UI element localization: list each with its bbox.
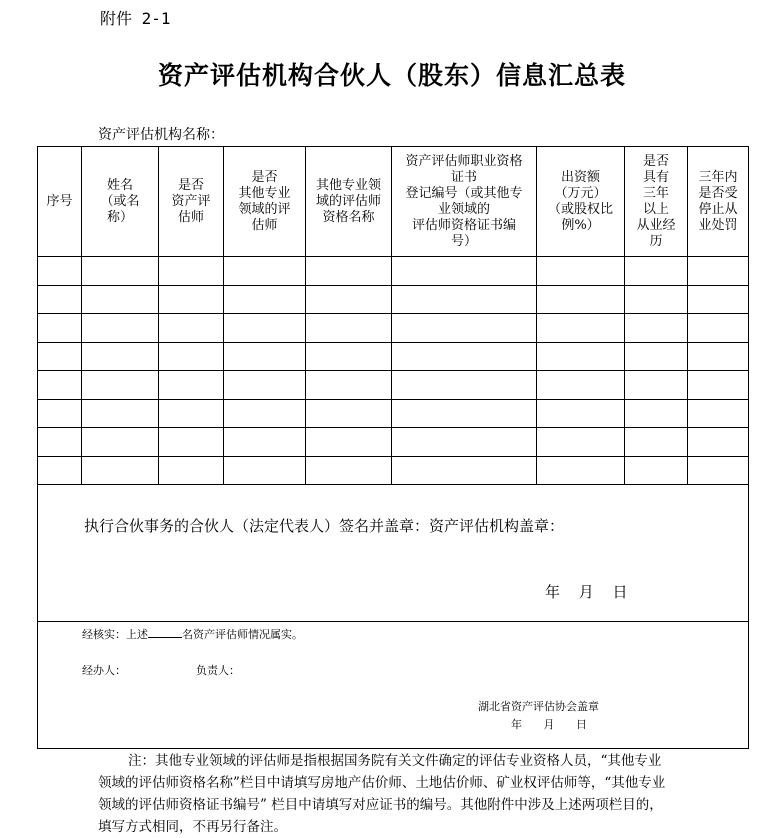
- table-cell[interactable]: [688, 371, 749, 400]
- column-header-line: 资产评估师职业资格: [405, 153, 523, 169]
- table-cell[interactable]: [306, 314, 392, 343]
- org-name-label: 资产评估机构名称：: [98, 127, 224, 143]
- column-header-line: 其他专业领: [315, 177, 381, 193]
- footnote-line: 填写方式相同，不再另行备注。: [98, 819, 287, 835]
- table-cell[interactable]: [224, 285, 306, 314]
- table-row: [38, 342, 749, 371]
- table-row: [38, 314, 749, 343]
- column-header: [688, 147, 749, 257]
- table-cell[interactable]: [224, 371, 306, 400]
- table-cell[interactable]: [392, 428, 537, 457]
- table-row: [38, 371, 749, 400]
- table-cell[interactable]: [688, 428, 749, 457]
- partner-info-table: [37, 146, 749, 485]
- column-header-line: 是否: [642, 153, 669, 169]
- column-header-line: 资格名称: [322, 209, 375, 225]
- table-cell[interactable]: [82, 257, 159, 286]
- column-header-line: 其他专业: [238, 185, 291, 201]
- table-cell[interactable]: [688, 456, 749, 485]
- column-header-line: 停止从: [698, 201, 738, 217]
- table-cell[interactable]: [537, 399, 625, 428]
- table-cell[interactable]: [224, 314, 306, 343]
- table-cell[interactable]: [625, 399, 688, 428]
- table-cell[interactable]: [82, 342, 159, 371]
- table-cell[interactable]: [38, 371, 82, 400]
- table-cell[interactable]: [625, 285, 688, 314]
- table-cell[interactable]: [159, 371, 224, 400]
- table-cell[interactable]: [159, 342, 224, 371]
- table-cell[interactable]: [625, 456, 688, 485]
- table-cell[interactable]: [688, 257, 749, 286]
- association-seal-label: 湖北省资产评估协会盖章: [478, 700, 599, 713]
- column-header-line: 业处罚: [698, 217, 738, 233]
- column-header-line: 称）: [106, 209, 133, 225]
- table-cell[interactable]: [38, 285, 82, 314]
- column-header-line: 历: [649, 233, 663, 249]
- table-cell[interactable]: [537, 257, 625, 286]
- table-cell[interactable]: [306, 399, 392, 428]
- table-cell[interactable]: [82, 285, 159, 314]
- table-cell[interactable]: [625, 314, 688, 343]
- column-header-line: 登记编号（或其他专: [405, 185, 523, 201]
- table-cell[interactable]: [537, 428, 625, 457]
- table-cell[interactable]: [625, 257, 688, 286]
- column-header-line: 具有: [642, 169, 669, 185]
- column-header: [38, 147, 82, 257]
- table-cell[interactable]: [392, 456, 537, 485]
- table-cell[interactable]: [392, 285, 537, 314]
- table-cell[interactable]: [306, 285, 392, 314]
- signature-section: [37, 485, 749, 622]
- column-header: [537, 147, 625, 257]
- table-cell[interactable]: [224, 456, 306, 485]
- table-cell[interactable]: [688, 314, 749, 343]
- responsible-label: 负责人：: [196, 664, 240, 677]
- table-row: [38, 428, 749, 457]
- table-row: [38, 399, 749, 428]
- verification-suffix: 名资产评估师情况属实。: [182, 628, 303, 641]
- column-header-line: 证书: [450, 169, 477, 185]
- table-cell[interactable]: [537, 314, 625, 343]
- table-cell[interactable]: [688, 285, 749, 314]
- column-header-line: 是否: [251, 169, 278, 185]
- column-header: [82, 147, 159, 257]
- column-header: [159, 147, 224, 257]
- verification-section: [37, 621, 749, 749]
- table-row: [38, 456, 749, 485]
- column-header-line: 例%）: [561, 217, 600, 233]
- table-cell[interactable]: [159, 456, 224, 485]
- column-header-line: （万元）: [554, 185, 607, 201]
- column-header-line: 估师: [177, 209, 204, 225]
- table-row: [38, 285, 749, 314]
- column-header: [224, 147, 306, 257]
- column-header-line: （或股权比: [547, 201, 613, 217]
- table-cell[interactable]: [392, 399, 537, 428]
- column-header-line: 是否受: [698, 185, 738, 201]
- table-cell[interactable]: [38, 257, 82, 286]
- column-header-line: 出资额: [560, 169, 600, 185]
- table-cell[interactable]: [159, 314, 224, 343]
- footnote-line: 领域的评估师资格证书编号” 栏目中请填写对应证书的编号。其他附件中涉及上述两项栏目的，: [98, 797, 663, 813]
- table-cell[interactable]: [38, 342, 82, 371]
- column-header-line: 三年内: [698, 169, 738, 185]
- column-header-line: 业领域的: [437, 201, 490, 217]
- table-cell[interactable]: [306, 342, 392, 371]
- signature-instruction: 执行合伙事务的合伙人（法定代表人）签名并盖章：资产评估机构盖章：: [84, 517, 565, 535]
- table-cell[interactable]: [306, 428, 392, 457]
- verification-prefix: 经核实：上述: [82, 628, 148, 641]
- column-header-line: 是否: [177, 177, 204, 193]
- table-cell[interactable]: [625, 371, 688, 400]
- table-cell[interactable]: [392, 314, 537, 343]
- column-header: [306, 147, 392, 257]
- column-header-line: 以上: [642, 201, 669, 217]
- table-cell[interactable]: [38, 314, 82, 343]
- table-cell[interactable]: [82, 456, 159, 485]
- handler-label: 经办人：: [82, 664, 126, 677]
- column-header-line: 三年: [642, 185, 669, 201]
- table-cell[interactable]: [625, 342, 688, 371]
- table-cell[interactable]: [82, 314, 159, 343]
- table-cell[interactable]: [537, 342, 625, 371]
- column-header: [392, 147, 537, 257]
- table-cell[interactable]: [38, 428, 82, 457]
- table-cell[interactable]: [224, 399, 306, 428]
- table-cell[interactable]: [159, 399, 224, 428]
- table-cell[interactable]: [537, 371, 625, 400]
- table-cell[interactable]: [392, 371, 537, 400]
- table-cell[interactable]: [224, 257, 306, 286]
- table-cell[interactable]: [224, 428, 306, 457]
- table-header-row: [38, 147, 749, 257]
- table-cell[interactable]: [159, 285, 224, 314]
- column-header-line: 从业经: [636, 217, 676, 233]
- verification-statement: [82, 626, 303, 642]
- column-header-line: （或名: [100, 193, 140, 209]
- table-cell[interactable]: [38, 456, 82, 485]
- table-cell[interactable]: [625, 428, 688, 457]
- table-cell[interactable]: [306, 257, 392, 286]
- column-header-line: 序号: [46, 193, 73, 209]
- table-cell[interactable]: [82, 399, 159, 428]
- signature-date: 年 月 日: [545, 583, 630, 601]
- footnote-line: 领域的评估师资格名称”栏目中请填写房地产估价师、土地估价师、矿业权评估师等，“其他专业: [98, 775, 666, 791]
- table-body: [38, 257, 749, 485]
- attachment-label: 附件 2-1: [100, 9, 171, 28]
- column-header-line: 评估师资格证书编: [411, 217, 516, 233]
- table-cell[interactable]: [159, 257, 224, 286]
- footnote-line: 注：其他专业领域的评估师是指根据国务院有关文件确定的评估专业资格人员，“其他专业: [128, 753, 662, 769]
- table-cell[interactable]: [392, 257, 537, 286]
- column-header-line: 资产评: [171, 193, 211, 209]
- count-blank[interactable]: [148, 627, 182, 638]
- table-cell[interactable]: [392, 342, 537, 371]
- table-cell[interactable]: [306, 456, 392, 485]
- column-header-line: 号）: [450, 233, 477, 249]
- table-cell[interactable]: [537, 285, 625, 314]
- table-cell[interactable]: [688, 399, 749, 428]
- footnote: [98, 750, 698, 838]
- table-cell[interactable]: [537, 456, 625, 485]
- column-header-line: 姓名: [106, 177, 133, 193]
- column-header-line: 估师: [251, 217, 278, 233]
- table-cell[interactable]: [688, 342, 749, 371]
- column-header-line: 领域的评: [238, 201, 291, 217]
- table-cell[interactable]: [82, 428, 159, 457]
- verification-date: 年 月 日: [511, 718, 587, 731]
- table-cell[interactable]: [82, 371, 159, 400]
- table-cell[interactable]: [38, 399, 82, 428]
- table-cell[interactable]: [306, 371, 392, 400]
- column-header: [625, 147, 688, 257]
- table-cell[interactable]: [224, 342, 306, 371]
- table-cell[interactable]: [159, 428, 224, 457]
- table-row: [38, 257, 749, 286]
- column-header-line: 域的评估师: [315, 193, 381, 209]
- page-title: 资产评估机构合伙人（股东）信息汇总表: [157, 61, 626, 90]
